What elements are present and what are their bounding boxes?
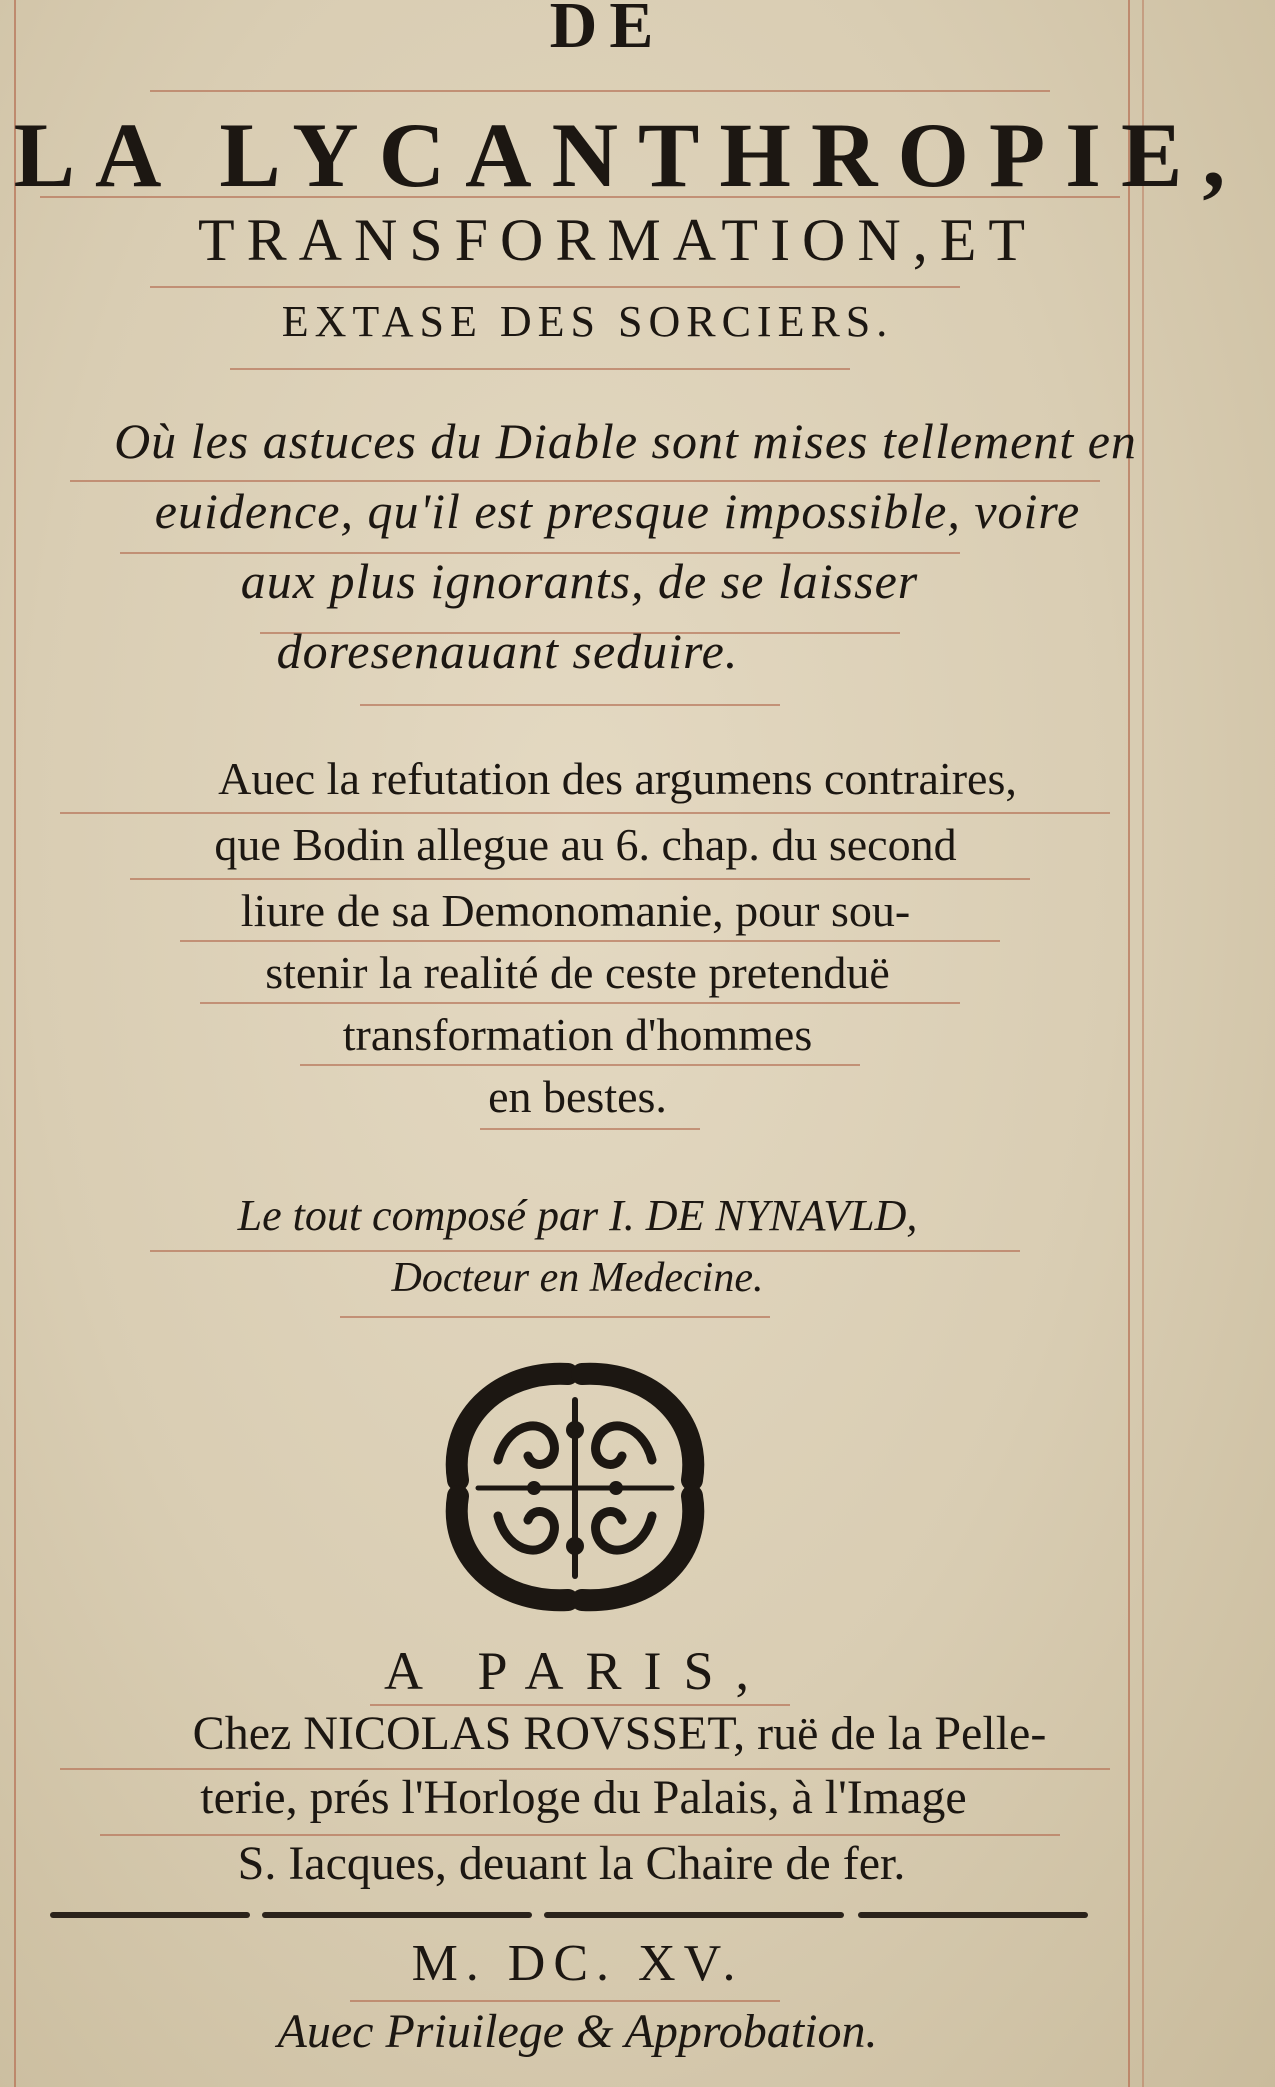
privilege-line: Auec Priuilege & Approbation. — [277, 2005, 878, 2058]
body-line: liure de sa Demonomanie, pour sou- — [240, 885, 911, 936]
title-de: DE — [549, 0, 666, 62]
intro-line: aux plus ignorants, de se laisser — [240, 553, 919, 609]
underline-rule — [130, 878, 1030, 880]
underline-rule — [180, 940, 1000, 942]
underline-rule — [230, 368, 850, 370]
underline-rule — [350, 2000, 780, 2002]
body-line: que Bodin allegue au 6. chap. du second — [214, 819, 957, 870]
imprint-city: A PARIS, — [383, 1641, 772, 1701]
underline-rule — [360, 704, 780, 706]
imprint-year: M. DC. XV. — [411, 1935, 744, 1992]
divider-rule — [544, 1912, 844, 1918]
title-extase: EXTASE DES SORCIERS. — [281, 297, 894, 346]
body-line: stenir la realité de ceste pretenduë — [265, 947, 890, 998]
imprint-line: terie, prés l'Horloge du Palais, à l'Image — [200, 1771, 967, 1824]
printers-fleuron-icon — [438, 1360, 712, 1612]
underline-rule — [340, 1316, 770, 1318]
author-line: Le tout composé par I. DE NYNAVLD, — [237, 1191, 918, 1240]
underline-rule — [300, 1064, 860, 1066]
underline-rule — [200, 1002, 960, 1004]
body-line: en bestes. — [488, 1071, 667, 1122]
underline-rule — [150, 1250, 1020, 1252]
underline-rule — [150, 90, 1050, 92]
underline-rule — [150, 286, 960, 288]
intro-line: Où les astuces du Diable sont mises tellement en — [114, 413, 1137, 469]
underline-rule — [480, 1128, 700, 1130]
author-title: Docteur en Medecine. — [391, 1255, 764, 1301]
intro-line: doresenauant seduire. — [276, 623, 739, 679]
body-line: transformation d'hommes — [342, 1009, 813, 1060]
divider-rule — [262, 1912, 532, 1918]
imprint-line: S. Iacques, deuant la Chaire de fer. — [237, 1837, 906, 1890]
imprint-line: Chez NICOLAS ROVSSET, ruë de la Pelle- — [192, 1707, 1047, 1760]
intro-line: euidence, qu'il est presque impossible, voire — [154, 483, 1081, 539]
body-line: Auec la refutation des argumens contraires, — [218, 753, 1017, 804]
divider-rule — [858, 1912, 1088, 1918]
underline-rule — [60, 812, 1110, 814]
divider-rule — [50, 1912, 250, 1918]
title-transformation: TRANSFORMATION,ET — [197, 207, 1038, 273]
title-lycanthropie: LA LYCANTHROPIE, — [13, 104, 1246, 206]
